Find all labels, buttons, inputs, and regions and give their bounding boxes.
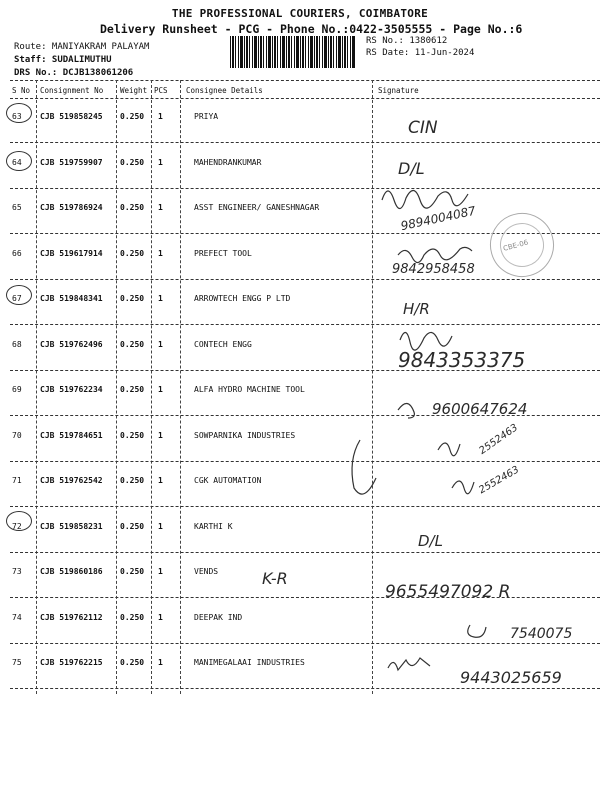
sno-cell: 66 bbox=[12, 249, 22, 258]
consignee-cell: ALFA HYDRO MACHINE TOOL bbox=[194, 385, 305, 394]
sno-circle-mark bbox=[6, 285, 32, 305]
handwritten-phone: 9443025659 bbox=[460, 668, 562, 687]
row-divider bbox=[10, 188, 600, 189]
weight-cell: 0.250 bbox=[120, 613, 145, 622]
consignment-cell: CJB 519860186 bbox=[40, 567, 103, 576]
weight-cell: 0.250 bbox=[120, 385, 145, 394]
weight-cell: 0.250 bbox=[120, 203, 145, 212]
col-header-consignee: Consignee Details bbox=[186, 86, 263, 95]
row-divider bbox=[10, 506, 600, 507]
consignment-cell: CJB 519762542 bbox=[40, 476, 103, 485]
consignee-cell: DEEPAK IND bbox=[194, 613, 243, 622]
consignee-cell: KARTHI K bbox=[194, 522, 233, 531]
consignment-cell: CJB 519762234 bbox=[40, 385, 103, 394]
sno-cell: 71 bbox=[12, 476, 22, 485]
col-header-pcs: PCS bbox=[154, 86, 168, 95]
consignee-cell: SOWPARNIKA INDUSTRIES bbox=[194, 431, 296, 440]
pcs-cell: 1 bbox=[158, 567, 163, 576]
table-top-line bbox=[10, 80, 600, 81]
pcs-cell: 1 bbox=[158, 340, 163, 349]
rs-date: RS Date: 11-Jun-2024 bbox=[366, 48, 475, 58]
handwritten-phone: 9600647624 bbox=[432, 400, 528, 418]
sno-cell: 64 bbox=[12, 158, 22, 167]
row-divider bbox=[10, 552, 600, 553]
col-divider bbox=[180, 80, 181, 694]
consignee-cell: MANIMEGALAAI INDUSTRIES bbox=[194, 658, 305, 667]
weight-cell: 0.250 bbox=[120, 522, 145, 531]
weight-cell: 0.250 bbox=[120, 431, 145, 440]
row-divider bbox=[10, 324, 600, 325]
barcode bbox=[230, 36, 355, 68]
col-divider bbox=[36, 80, 37, 694]
row-divider bbox=[10, 461, 600, 462]
col-header-sno: S No bbox=[12, 86, 31, 95]
rs-number: RS No.: 1380612 bbox=[366, 36, 448, 46]
pcs-cell: 1 bbox=[158, 294, 163, 303]
sno-cell: 69 bbox=[12, 385, 22, 394]
row-divider bbox=[10, 688, 600, 689]
drs-number: DRS No.: DCJB138061206 bbox=[14, 68, 134, 78]
col-divider bbox=[151, 80, 152, 694]
consignee-cell: ASST ENGINEER/ GANESHNAGAR bbox=[194, 203, 320, 212]
consignment-cell: CJB 519759907 bbox=[40, 158, 103, 167]
row-divider bbox=[10, 643, 600, 644]
sno-cell: 73 bbox=[12, 567, 22, 576]
sno-cell: 67 bbox=[12, 294, 22, 303]
table-header-line bbox=[10, 98, 600, 99]
pcs-cell: 1 bbox=[158, 203, 163, 212]
consignment-cell: CJB 519784651 bbox=[40, 431, 103, 440]
handwritten-note: H/R bbox=[403, 300, 430, 318]
consignee-cell: CONTECH ENGG bbox=[194, 340, 252, 349]
weight-cell: 0.250 bbox=[120, 567, 145, 576]
row-divider bbox=[10, 142, 600, 143]
consignment-cell: CJB 519617914 bbox=[40, 249, 103, 258]
pcs-cell: 1 bbox=[158, 385, 163, 394]
runsheet-subtitle: Delivery Runsheet - PCG - Phone No.:0422-3505555 - Page No.:6 bbox=[100, 22, 523, 36]
weight-cell: 0.250 bbox=[120, 249, 145, 258]
staff-label: Staff: SUDALIMUTHU bbox=[14, 55, 112, 65]
pcs-cell: 1 bbox=[158, 158, 163, 167]
sno-circle-mark bbox=[6, 151, 32, 171]
pcs-cell: 1 bbox=[158, 522, 163, 531]
consignment-cell: CJB 519762215 bbox=[40, 658, 103, 667]
consignee-cell: PRIYA bbox=[194, 112, 219, 121]
sno-cell: 68 bbox=[12, 340, 22, 349]
sno-cell: 70 bbox=[12, 431, 22, 440]
office-stamp: CBE-06 bbox=[483, 206, 561, 284]
pcs-cell: 1 bbox=[158, 613, 163, 622]
handwritten-phone: 7540075 bbox=[510, 626, 573, 642]
route-label: Route: MANIYAKRAM PALAYAM bbox=[14, 42, 150, 52]
weight-cell: 0.250 bbox=[120, 158, 145, 167]
handwritten-phone: 2552463 bbox=[477, 464, 522, 497]
handwritten-phone: 9842958458 bbox=[392, 262, 475, 277]
sno-cell: 65 bbox=[12, 203, 22, 212]
handwritten-phone: 9655497092 R bbox=[385, 582, 511, 602]
consignment-cell: CJB 519858231 bbox=[40, 522, 103, 531]
col-header-signature: Signature bbox=[378, 86, 419, 95]
sno-cell: 74 bbox=[12, 613, 22, 622]
consignment-cell: CJB 519848341 bbox=[40, 294, 103, 303]
pcs-cell: 1 bbox=[158, 476, 163, 485]
pcs-cell: 1 bbox=[158, 658, 163, 667]
weight-cell: 0.250 bbox=[120, 112, 145, 121]
col-header-consignment: Consignment No bbox=[40, 86, 104, 95]
pcs-cell: 1 bbox=[158, 112, 163, 121]
handwritten-phone: 9843353375 bbox=[398, 348, 526, 372]
pcs-cell: 1 bbox=[158, 249, 163, 258]
consignment-cell: CJB 519786924 bbox=[40, 203, 103, 212]
company-title: THE PROFESSIONAL COURIERS, COIMBATORE bbox=[171, 7, 429, 20]
handwritten-note: D/L bbox=[418, 532, 443, 550]
sno-circle-mark bbox=[6, 511, 32, 531]
handwritten-phone: 2552463 bbox=[477, 422, 521, 457]
sno-cell: 63 bbox=[12, 112, 22, 121]
col-divider bbox=[116, 80, 117, 694]
handwritten-phone: 9894004087 bbox=[399, 203, 478, 234]
handwritten-note: D/L bbox=[398, 159, 425, 178]
row-divider bbox=[10, 597, 600, 598]
consignment-cell: CJB 519858245 bbox=[40, 112, 103, 121]
sno-cell: 75 bbox=[12, 658, 22, 667]
handwritten-note: K-R bbox=[262, 569, 288, 588]
weight-cell: 0.250 bbox=[120, 340, 145, 349]
weight-cell: 0.250 bbox=[120, 476, 145, 485]
consignee-cell: PREFECT TOOL bbox=[194, 249, 252, 258]
consignee-cell: ARROWTECH ENGG P LTD bbox=[194, 294, 291, 303]
row-divider bbox=[10, 415, 600, 416]
col-header-weight: Weight bbox=[120, 86, 148, 95]
consignment-cell: CJB 519762496 bbox=[40, 340, 103, 349]
handwritten-note: CIN bbox=[408, 118, 438, 138]
sno-cell: 72 bbox=[12, 522, 22, 531]
pcs-cell: 1 bbox=[158, 431, 163, 440]
weight-cell: 0.250 bbox=[120, 294, 145, 303]
consignee-cell: CGK AUTOMATION bbox=[194, 476, 262, 485]
sno-circle-mark bbox=[6, 103, 32, 123]
consignee-cell: MAHENDRANKUMAR bbox=[194, 158, 262, 167]
col-divider bbox=[372, 80, 373, 694]
consignee-cell: VENDS bbox=[194, 567, 219, 576]
weight-cell: 0.250 bbox=[120, 658, 145, 667]
row-divider bbox=[10, 279, 600, 280]
row-divider bbox=[10, 370, 600, 371]
consignment-cell: CJB 519762112 bbox=[40, 613, 103, 622]
